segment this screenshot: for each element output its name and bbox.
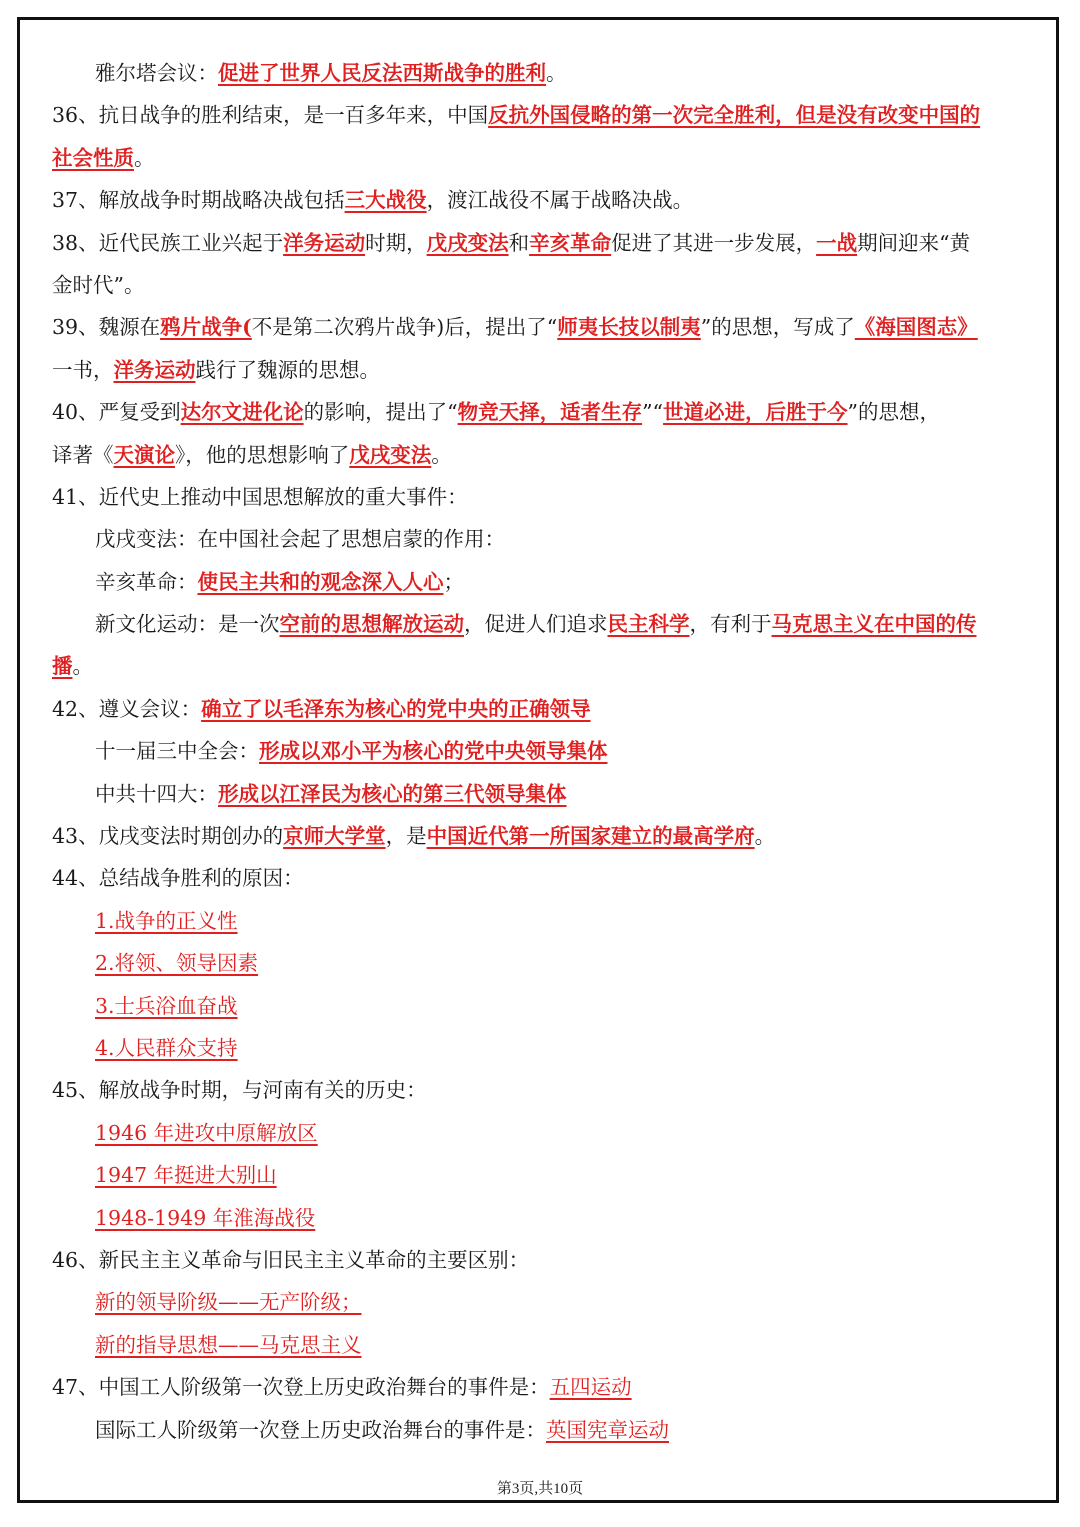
text-segment: 金时代”。 <box>52 272 145 297</box>
highlighted-answer: 达尔文进化论 <box>180 400 304 425</box>
text-segment: 十一届三中全会： <box>95 739 259 764</box>
text-segment: ； <box>443 569 464 594</box>
highlighted-answer: 戊戌变法 <box>426 230 509 255</box>
text-line <box>52 518 1032 560</box>
highlighted-answer: 形成以邓小平为核心的党中央领导集体 <box>259 739 608 764</box>
text-segment: ，有利于 <box>689 612 772 637</box>
text-line <box>52 1027 1032 1069</box>
text-segment: 译著《 <box>52 442 114 467</box>
text-segment: 。 <box>134 145 155 170</box>
highlighted-answer: 一战 <box>816 230 858 255</box>
text-segment: 43、戊戌变法时期创办的 <box>52 824 284 849</box>
text-line <box>52 137 1032 179</box>
document-body <box>52 52 1032 1451</box>
text-segment: 》，他的思想影响了 <box>175 442 350 467</box>
highlighted-answer: 2.将领、领导因素 <box>95 951 259 976</box>
text-line <box>52 306 1032 348</box>
highlighted-answer: 京师大学堂 <box>283 824 386 849</box>
text-line <box>52 264 1032 306</box>
text-segment: 国际工人阶级第一次登上历史政治舞台的事件是： <box>95 1417 546 1442</box>
text-line <box>52 985 1032 1027</box>
highlighted-answer: 但是没有改变中国的 <box>795 103 981 128</box>
text-line <box>52 1154 1032 1196</box>
highlighted-answer: 五四运动 <box>549 1375 632 1400</box>
text-segment: 37、解放战争时期战略决战包括 <box>52 188 345 213</box>
text-segment: 38、近代民族工业兴起于 <box>52 230 284 255</box>
text-segment: 辛亥革命： <box>95 569 198 594</box>
text-line <box>52 434 1032 476</box>
text-segment: 。 <box>72 654 93 679</box>
highlighted-answer: 天演论 <box>113 442 175 467</box>
text-segment: ，是 <box>385 824 427 849</box>
highlighted-answer: 戊戌变法 <box>349 442 432 467</box>
highlighted-answer: 形成以江泽民为核心的第三代领导集体 <box>218 781 567 806</box>
text-segment: 40、严复受到 <box>52 400 181 425</box>
text-segment: 。 <box>431 442 452 467</box>
text-segment: 45、解放战争时期，与河南有关的历史： <box>52 1078 427 1103</box>
highlighted-answer: 播 <box>52 654 73 679</box>
text-line <box>52 476 1032 518</box>
text-line <box>52 1366 1032 1408</box>
text-line <box>52 94 1032 136</box>
text-segment: ”的思想，写成了 <box>700 315 855 340</box>
highlighted-answer: 辛亥革命 <box>529 230 612 255</box>
highlighted-answer: 《海国图志》 <box>854 315 978 340</box>
text-segment: 41、近代史上推动中国思想解放的重大事件： <box>52 484 468 509</box>
text-segment: 时期， <box>365 230 427 255</box>
text-line <box>52 1112 1032 1154</box>
text-line <box>52 1069 1032 1111</box>
highlighted-answer: 确立了以毛泽东为核心的党中央的正确领导 <box>201 696 591 721</box>
text-line <box>52 391 1032 433</box>
text-segment: ，渡江战役不属于战略决战。 <box>426 188 694 213</box>
text-line <box>52 773 1032 815</box>
highlighted-answer: 鸦片战争( <box>160 315 252 340</box>
highlighted-answer: 新的领导阶级——无产阶级； <box>95 1290 362 1315</box>
highlighted-answer: 英国宪章运动 <box>546 1417 669 1442</box>
highlighted-answer: 物竞天择，适者生存 <box>457 400 643 425</box>
text-line <box>52 730 1032 772</box>
highlighted-answer: 洋务运动 <box>283 230 366 255</box>
text-segment: 。 <box>546 61 567 85</box>
highlighted-answer: 师夷长技以制夷 <box>557 315 701 340</box>
text-line <box>52 179 1032 221</box>
text-segment: 戊戌变法：在中国社会起了思想启蒙的作用： <box>95 527 505 552</box>
text-segment: 。 <box>754 824 776 849</box>
highlighted-answer: 三大战役 <box>344 188 427 213</box>
highlighted-answer: 3.士兵浴血奋战 <box>95 993 238 1018</box>
text-line <box>52 900 1032 942</box>
text-segment: 42、遵义会议： <box>52 696 202 721</box>
text-line <box>52 1197 1032 1239</box>
highlighted-answer: 4.人民群众支持 <box>95 1035 238 1060</box>
text-line <box>52 942 1032 984</box>
text-line <box>52 645 1032 687</box>
highlighted-answer: 洋务运动 <box>113 357 196 382</box>
text-segment: 的影响，提出了“ <box>303 400 458 425</box>
text-line <box>52 1409 1032 1451</box>
text-line <box>52 222 1032 264</box>
text-line <box>52 1324 1032 1366</box>
highlighted-answer: 1946 年进攻中原解放区 <box>95 1120 318 1145</box>
text-segment: 促进了其进一步发展， <box>611 230 817 255</box>
text-segment: 46、新民主主义革命与旧民主主义革命的主要区别： <box>52 1247 530 1272</box>
text-segment: ”“ <box>642 400 664 425</box>
text-segment: 践行了魏源的思想。 <box>195 357 380 382</box>
text-segment: 47、中国工人阶级第一次登上历史政治舞台的事件是： <box>52 1375 550 1400</box>
highlighted-answer: ， <box>775 103 796 128</box>
highlighted-answer: 社会性质 <box>52 145 134 170</box>
text-segment: 一书， <box>52 357 114 382</box>
highlighted-answer: 促进了世界人民反法西斯战争的胜利 <box>218 61 546 85</box>
highlighted-answer: 马克思主义在中国的传 <box>771 612 977 637</box>
highlighted-answer: 1948-1949 年淮海战役 <box>95 1205 316 1230</box>
text-segment: 36、抗日战争的胜利结束，是一百多年来，中国 <box>52 103 489 128</box>
highlighted-answer: 1947 年挺进大别山 <box>95 1163 277 1188</box>
highlighted-answer: 1.战争的正义性 <box>95 908 238 933</box>
text-line <box>52 815 1032 857</box>
text-line <box>52 688 1032 730</box>
text-line <box>52 52 1032 94</box>
text-line <box>52 349 1032 391</box>
highlighted-answer: 中国近代第一所国家建立的最高学府 <box>426 824 755 849</box>
text-segment: ”的思想， <box>847 400 941 425</box>
text-segment: 雅尔塔会议： <box>95 61 218 85</box>
highlighted-answer: 使民主共和的观念深入人心 <box>197 569 444 594</box>
highlighted-answer: 反抗外国侵略的第一次完全胜利 <box>488 103 776 128</box>
text-segment: 39、魏源在 <box>52 315 161 340</box>
highlighted-answer: 空前的思想解放运动 <box>279 612 464 637</box>
text-line <box>52 561 1032 603</box>
text-segment: ，促进人们追求 <box>464 612 608 637</box>
text-segment: 期间迎来“黄 <box>857 230 971 255</box>
text-segment: 不是第二次鸦片战争)后，提出了“ <box>251 315 558 340</box>
text-line <box>52 1281 1032 1323</box>
text-segment: 44、总结战争胜利的原因： <box>52 866 304 891</box>
text-segment: 和 <box>508 230 530 255</box>
text-line <box>52 603 1032 645</box>
text-segment: 中共十四大： <box>95 781 218 806</box>
page-footer: 第3页,共10页 <box>496 1481 584 1497</box>
highlighted-answer: 民主科学 <box>607 612 690 637</box>
highlighted-answer: 世道必进，后胜于今 <box>663 400 848 425</box>
text-line <box>52 857 1032 899</box>
text-segment: 新文化运动：是一次 <box>95 612 280 637</box>
text-line <box>52 1239 1032 1281</box>
highlighted-answer: 新的指导思想——马克思主义 <box>95 1332 362 1357</box>
